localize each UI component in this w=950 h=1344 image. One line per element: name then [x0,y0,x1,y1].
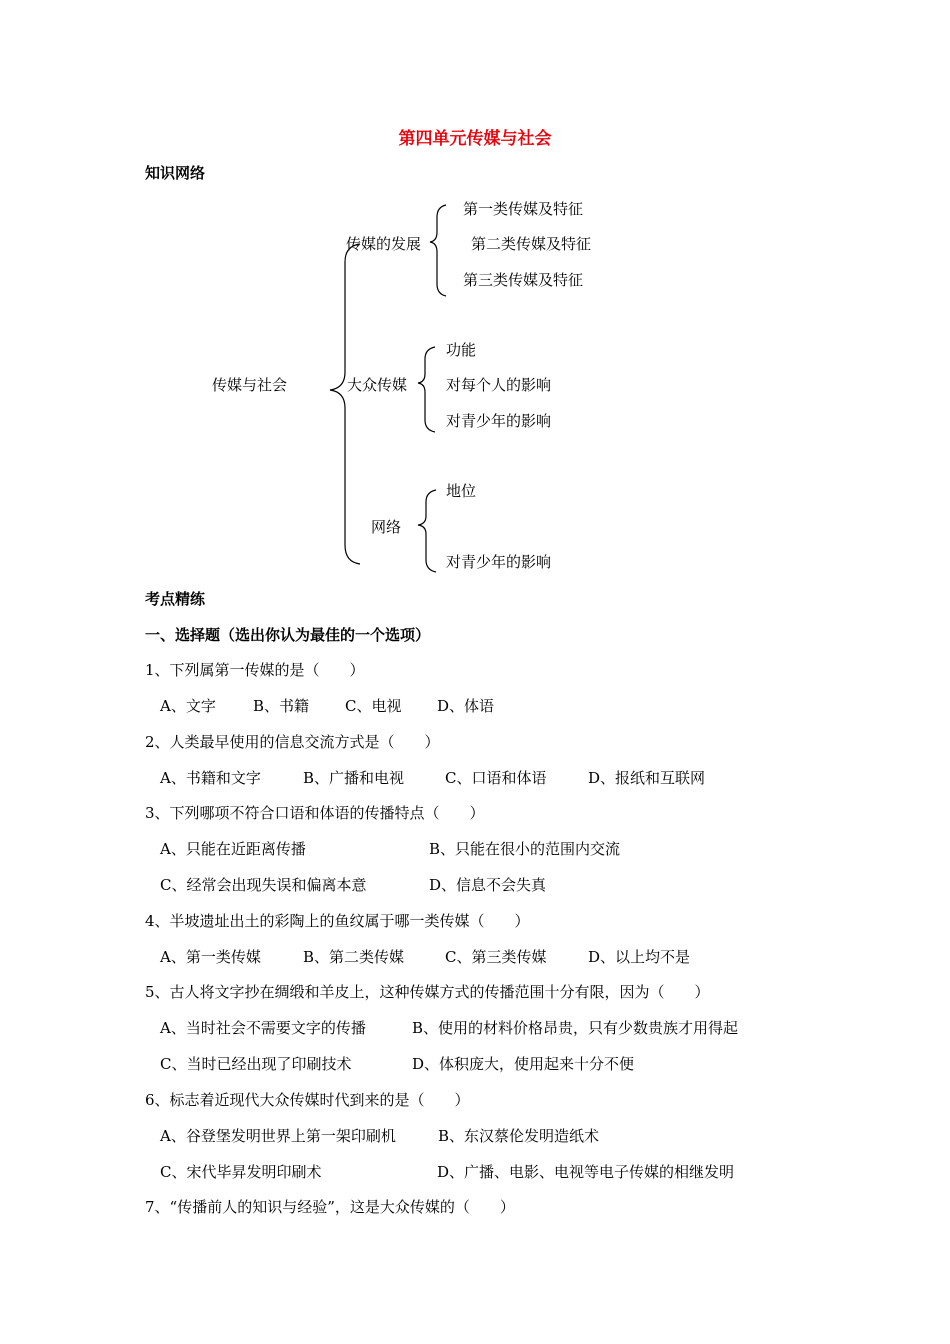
mass-media-item: 对青少年的影响 [446,412,552,430]
practice-heading: 考点精练 [145,590,206,608]
option: C、当时已经出现了印刷技术 [160,1055,352,1073]
option: B、只能在很小的范围内交流 [429,840,621,858]
development-item: 第三类传媒及特征 [463,271,584,289]
development-item: 第一类传媒及特征 [463,200,584,218]
question-stem: 7、“传播前人的知识与经验”，这是大众传媒的（ ） [145,1198,515,1216]
section-one-heading: 一、选择题（选出你认为最佳的一个选项） [145,626,431,644]
option: D、报纸和互联网 [588,769,706,787]
branch-development: 传媒的发展 [346,235,422,253]
root-node: 传媒与社会 [212,376,288,394]
option: A、当时社会不需要文字的传播 [160,1019,366,1037]
knowledge-network-heading: 知识网络 [145,164,206,182]
mass-media-item: 对每个人的影响 [446,376,552,394]
option: A、书籍和文字 [160,769,261,787]
development-brace [430,205,446,296]
diagram-braces [0,0,950,620]
root-brace [330,244,360,564]
option: D、广播、电影、电视等电子传媒的相继发明 [437,1163,735,1181]
question-stem: 1、下列属第一传媒的是（ ） [145,661,365,679]
page-title: 第四单元传媒与社会 [398,129,552,149]
question-stem: 3、下列哪项不符合口语和体语的传播特点（ ） [145,804,485,822]
question-stem: 5、古人将文字抄在绸缎和羊皮上，这种传媒方式的传播范围十分有限，因为（ ） [145,983,710,1001]
option: B、书籍 [253,697,310,715]
option: B、广播和电视 [303,769,405,787]
option: D、信息不会失真 [429,876,547,894]
option: B、东汉蔡伦发明造纸术 [438,1127,600,1145]
option: A、只能在近距离传播 [160,840,306,858]
option: C、口语和体语 [445,769,547,787]
option: A、谷登堡发明世界上第一架印刷机 [160,1127,396,1145]
network-item: 地位 [446,482,477,500]
option: B、第二类传媒 [303,948,405,966]
question-stem: 6、标志着近现代大众传媒时代到来的是（ ） [145,1091,470,1109]
option: C、电视 [345,697,402,715]
option: B、使用的材料价格昂贵，只有少数贵族才用得起 [412,1019,739,1037]
option: A、文字 [160,697,216,715]
network-item: 对青少年的影响 [446,553,552,571]
option: D、体语 [437,697,495,715]
mass-media-item: 功能 [446,341,477,359]
question-stem: 2、人类最早使用的信息交流方式是（ ） [145,733,440,751]
question-stem: 4、半坡遗址出土的彩陶上的鱼纹属于哪一类传媒（ ） [145,912,530,930]
branch-network: 网络 [371,518,402,536]
mass-media-brace [418,347,435,432]
option: C、宋代毕昇发明印刷术 [160,1163,322,1181]
option: D、以上均不是 [588,948,691,966]
development-item: 第二类传媒及特征 [471,235,592,253]
option: C、第三类传媒 [445,948,547,966]
option: A、第一类传媒 [160,948,261,966]
option: D、体积庞大，使用起来十分不便 [412,1055,635,1073]
option: C、经常会出现失误和偏离本意 [160,876,367,894]
branch-mass-media: 大众传媒 [347,376,408,394]
network-brace [418,490,436,572]
